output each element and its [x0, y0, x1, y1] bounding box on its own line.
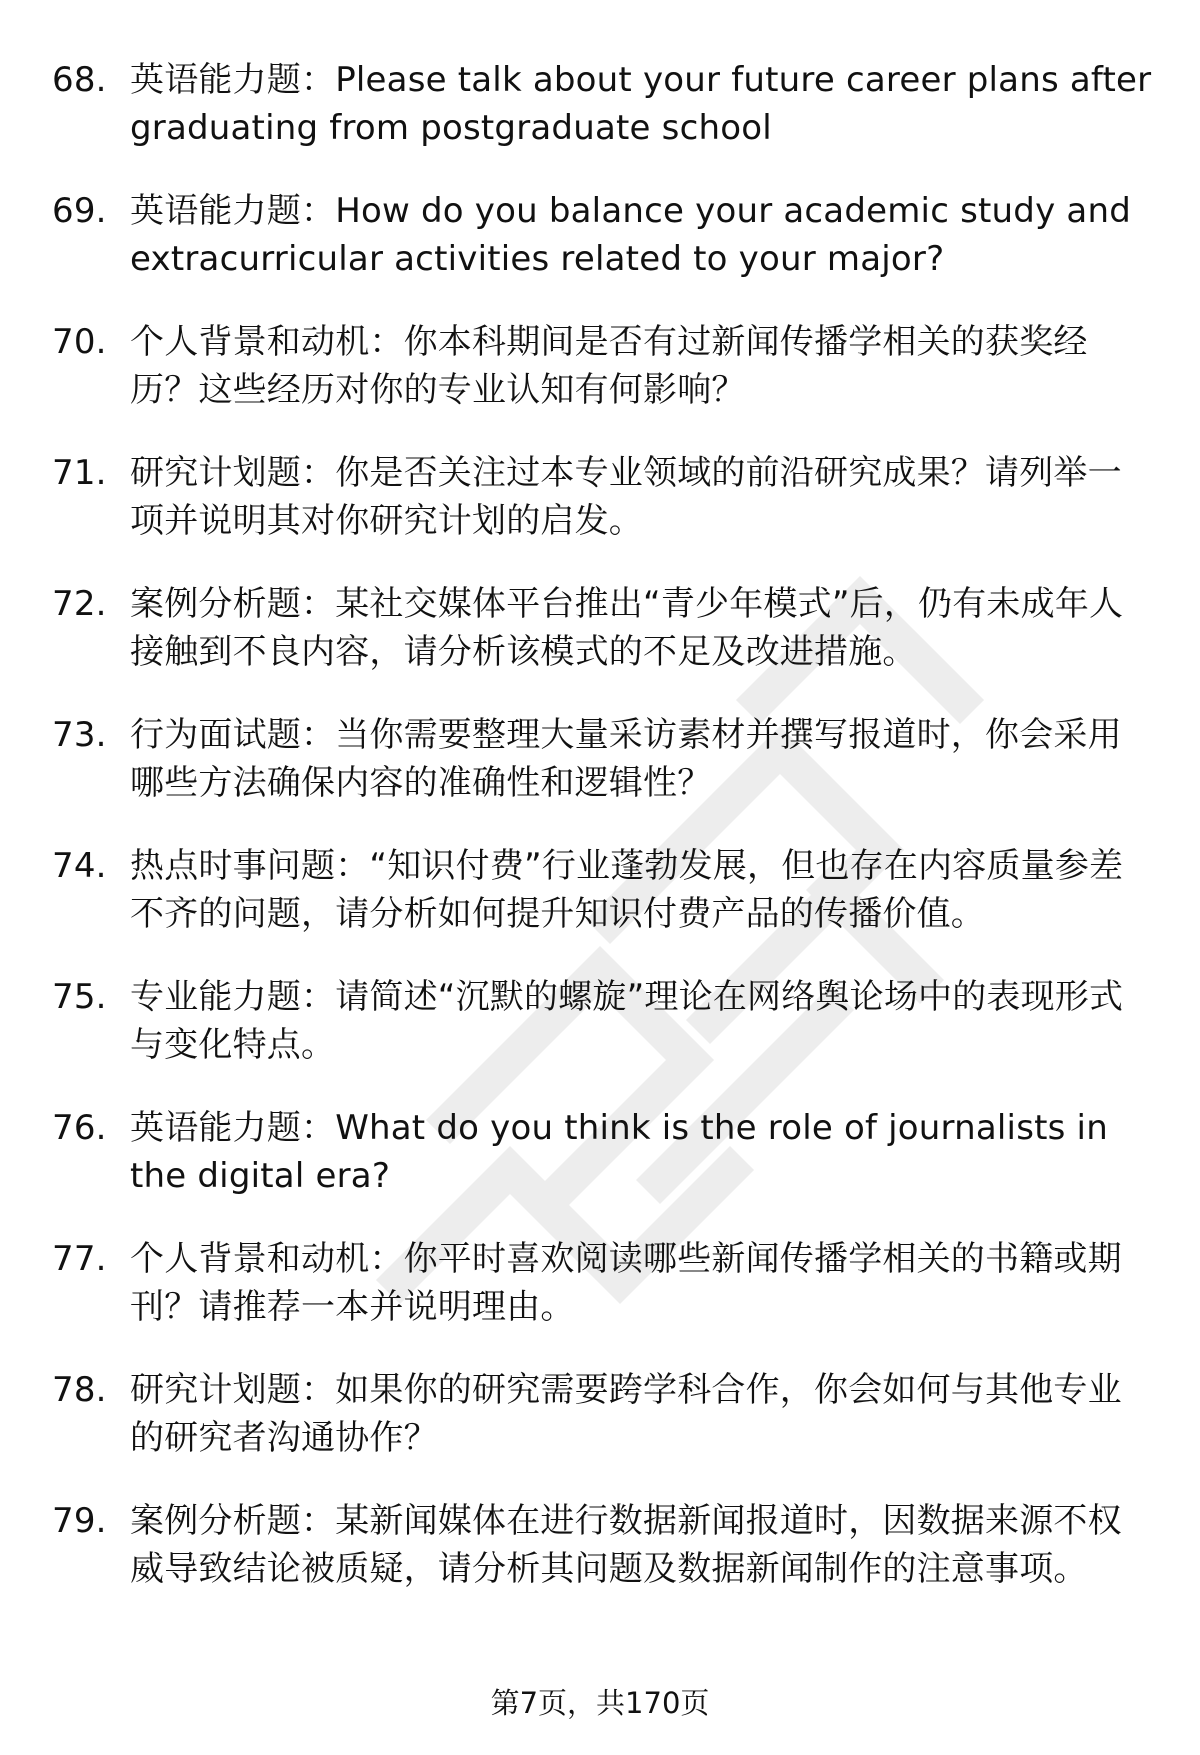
question-item [52, 1366, 1152, 1462]
question-number: 69. [52, 191, 107, 231]
question-item [52, 187, 1152, 283]
question-text: 个人背景和动机：你平时喜欢阅读哪些新闻传播学相关的书籍或期刊？请推荐一本并说明理由。 [130, 1239, 1122, 1327]
question-text: 个人背景和动机：你本科期间是否有过新闻传播学相关的获奖经历？这些经历对你的专业认知有何影响？ [130, 322, 1088, 410]
question-list [52, 56, 1152, 1628]
question-text: 英语能力题：What do you think is the role of journalists in the digital era? [130, 1108, 1108, 1196]
question-item [52, 1235, 1152, 1331]
question-item [52, 449, 1152, 545]
question-number: 72. [52, 584, 107, 624]
question-item [52, 1104, 1152, 1200]
question-text: 热点时事问题：“知识付费”行业蓬勃发展，但也存在内容质量参差不齐的问题，请分析如何提升知识付费产品的传播价值。 [130, 846, 1124, 934]
question-number: 77. [52, 1239, 107, 1279]
question-item [52, 580, 1152, 676]
page-footer: 第7页，共170页 [490, 1686, 710, 1720]
question-number: 71. [52, 453, 107, 493]
question-text: 英语能力题：Please talk about your future career plans after graduating from postgraduate school [130, 60, 1152, 148]
question-item [52, 318, 1152, 414]
question-item [52, 973, 1152, 1069]
question-item [52, 711, 1152, 807]
question-number: 70. [52, 322, 107, 362]
question-text: 案例分析题：某新闻媒体在进行数据新闻报道时，因数据来源不权威导致结论被质疑，请分析其问题及数据新闻制作的注意事项。 [130, 1501, 1122, 1589]
question-text: 研究计划题：你是否关注过本专业领域的前沿研究成果？请列举一项并说明其对你研究计划的启发。 [130, 453, 1122, 541]
question-number: 68. [52, 60, 107, 100]
question-item [52, 56, 1152, 152]
question-text: 专业能力题：请简述“沉默的螺旋”理论在网络舆论场中的表现形式与变化特点。 [130, 977, 1124, 1065]
question-number: 79. [52, 1501, 107, 1541]
question-number: 74. [52, 846, 107, 886]
question-text: 英语能力题：How do you balance your academic study and extracurricular activities related to your major? [130, 191, 1131, 279]
question-text: 研究计划题：如果你的研究需要跨学科合作，你会如何与其他专业的研究者沟通协作？ [130, 1370, 1122, 1458]
question-number: 78. [52, 1370, 107, 1410]
question-text: 案例分析题：某社交媒体平台推出“青少年模式”后，仍有未成年人接触到不良内容，请分析该模式的不足及改进措施。 [130, 584, 1124, 672]
question-number: 75. [52, 977, 107, 1017]
question-text: 行为面试题：当你需要整理大量采访素材并撰写报道时，你会采用哪些方法确保内容的准确性和逻辑性？ [130, 715, 1122, 803]
question-item [52, 842, 1152, 938]
question-number: 76. [52, 1108, 107, 1148]
question-number: 73. [52, 715, 107, 755]
question-item [52, 1497, 1152, 1593]
